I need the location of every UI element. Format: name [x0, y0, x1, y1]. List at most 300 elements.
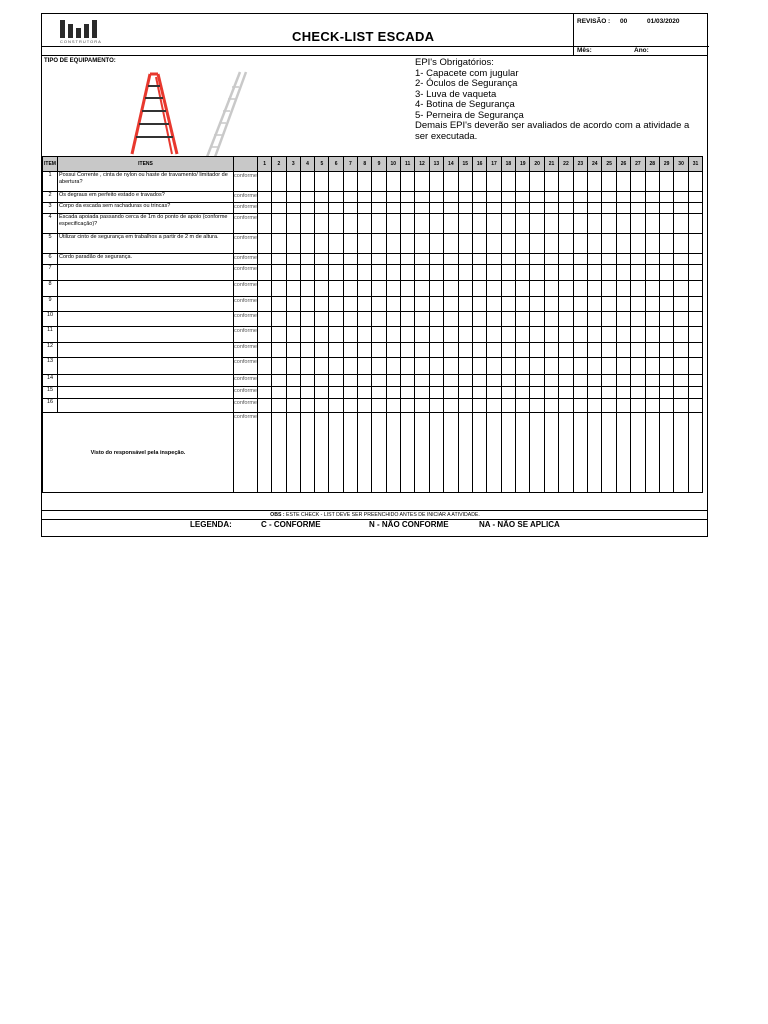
day-check-cell[interactable] [415, 327, 429, 343]
day-check-cell[interactable] [329, 234, 343, 254]
day-check-cell[interactable] [616, 254, 630, 265]
day-check-cell[interactable] [429, 203, 443, 214]
day-check-cell[interactable] [516, 375, 530, 387]
day-check-cell[interactable] [343, 214, 357, 234]
day-check-cell[interactable] [444, 297, 458, 312]
day-check-cell[interactable] [300, 358, 314, 375]
day-check-cell[interactable] [645, 297, 659, 312]
day-check-cell[interactable] [472, 192, 486, 203]
day-check-cell[interactable] [286, 281, 300, 297]
day-check-cell[interactable] [444, 399, 458, 413]
day-signature-cell[interactable] [645, 413, 659, 493]
day-check-cell[interactable] [458, 172, 472, 192]
day-check-cell[interactable] [516, 281, 530, 297]
day-check-cell[interactable] [487, 214, 501, 234]
day-check-cell[interactable] [444, 214, 458, 234]
day-check-cell[interactable] [516, 387, 530, 399]
day-check-cell[interactable] [530, 172, 544, 192]
day-check-cell[interactable] [631, 281, 645, 297]
day-check-cell[interactable] [472, 387, 486, 399]
day-check-cell[interactable] [645, 172, 659, 192]
day-check-cell[interactable] [516, 254, 530, 265]
day-check-cell[interactable] [487, 312, 501, 327]
day-check-cell[interactable] [372, 399, 386, 413]
day-check-cell[interactable] [472, 375, 486, 387]
day-check-cell[interactable] [616, 327, 630, 343]
day-check-cell[interactable] [631, 172, 645, 192]
day-check-cell[interactable] [343, 297, 357, 312]
day-check-cell[interactable] [258, 358, 272, 375]
day-check-cell[interactable] [559, 192, 573, 203]
day-check-cell[interactable] [272, 254, 286, 265]
day-check-cell[interactable] [674, 172, 688, 192]
day-check-cell[interactable] [645, 312, 659, 327]
day-check-cell[interactable] [458, 214, 472, 234]
day-check-cell[interactable] [645, 387, 659, 399]
day-check-cell[interactable] [258, 192, 272, 203]
day-check-cell[interactable] [415, 399, 429, 413]
day-check-cell[interactable] [645, 234, 659, 254]
day-check-cell[interactable] [487, 387, 501, 399]
day-check-cell[interactable] [501, 375, 515, 387]
day-check-cell[interactable] [286, 343, 300, 358]
day-check-cell[interactable] [472, 214, 486, 234]
day-signature-cell[interactable] [258, 413, 272, 493]
day-check-cell[interactable] [588, 399, 602, 413]
day-check-cell[interactable] [258, 343, 272, 358]
day-check-cell[interactable] [660, 343, 674, 358]
day-check-cell[interactable] [415, 375, 429, 387]
day-check-cell[interactable] [358, 387, 372, 399]
day-check-cell[interactable] [688, 387, 702, 399]
day-check-cell[interactable] [429, 399, 443, 413]
day-check-cell[interactable] [602, 327, 616, 343]
day-check-cell[interactable] [272, 172, 286, 192]
day-check-cell[interactable] [645, 281, 659, 297]
day-check-cell[interactable] [559, 254, 573, 265]
day-check-cell[interactable] [258, 203, 272, 214]
day-check-cell[interactable] [501, 265, 515, 281]
day-check-cell[interactable] [400, 358, 414, 375]
day-check-cell[interactable] [544, 343, 558, 358]
day-check-cell[interactable] [588, 214, 602, 234]
day-check-cell[interactable] [660, 203, 674, 214]
day-check-cell[interactable] [372, 327, 386, 343]
day-check-cell[interactable] [286, 327, 300, 343]
day-check-cell[interactable] [559, 327, 573, 343]
day-check-cell[interactable] [329, 343, 343, 358]
day-check-cell[interactable] [501, 399, 515, 413]
day-check-cell[interactable] [487, 375, 501, 387]
day-check-cell[interactable] [530, 387, 544, 399]
day-signature-cell[interactable] [300, 413, 314, 493]
day-check-cell[interactable] [329, 203, 343, 214]
day-check-cell[interactable] [616, 192, 630, 203]
day-check-cell[interactable] [688, 327, 702, 343]
day-check-cell[interactable] [400, 265, 414, 281]
day-check-cell[interactable] [530, 234, 544, 254]
day-check-cell[interactable] [688, 358, 702, 375]
day-check-cell[interactable] [660, 281, 674, 297]
day-check-cell[interactable] [329, 265, 343, 281]
day-check-cell[interactable] [674, 399, 688, 413]
day-check-cell[interactable] [386, 399, 400, 413]
day-check-cell[interactable] [372, 214, 386, 234]
day-check-cell[interactable] [588, 192, 602, 203]
day-check-cell[interactable] [645, 327, 659, 343]
day-check-cell[interactable] [573, 343, 587, 358]
day-check-cell[interactable] [286, 387, 300, 399]
day-check-cell[interactable] [329, 172, 343, 192]
day-check-cell[interactable] [372, 234, 386, 254]
day-check-cell[interactable] [458, 281, 472, 297]
day-check-cell[interactable] [458, 203, 472, 214]
day-check-cell[interactable] [372, 203, 386, 214]
day-check-cell[interactable] [458, 297, 472, 312]
day-check-cell[interactable] [674, 358, 688, 375]
day-check-cell[interactable] [487, 343, 501, 358]
day-check-cell[interactable] [315, 281, 329, 297]
day-check-cell[interactable] [544, 387, 558, 399]
day-check-cell[interactable] [444, 327, 458, 343]
day-check-cell[interactable] [343, 387, 357, 399]
day-check-cell[interactable] [272, 192, 286, 203]
day-check-cell[interactable] [400, 399, 414, 413]
day-check-cell[interactable] [487, 254, 501, 265]
day-check-cell[interactable] [544, 327, 558, 343]
day-check-cell[interactable] [472, 399, 486, 413]
day-check-cell[interactable] [645, 192, 659, 203]
day-check-cell[interactable] [472, 297, 486, 312]
day-check-cell[interactable] [516, 192, 530, 203]
day-check-cell[interactable] [688, 343, 702, 358]
day-check-cell[interactable] [616, 203, 630, 214]
day-check-cell[interactable] [602, 399, 616, 413]
day-check-cell[interactable] [602, 297, 616, 312]
day-check-cell[interactable] [286, 203, 300, 214]
day-check-cell[interactable] [573, 254, 587, 265]
day-check-cell[interactable] [674, 312, 688, 327]
day-signature-cell[interactable] [573, 413, 587, 493]
day-signature-cell[interactable] [400, 413, 414, 493]
day-signature-cell[interactable] [372, 413, 386, 493]
day-check-cell[interactable] [458, 312, 472, 327]
day-signature-cell[interactable] [343, 413, 357, 493]
day-check-cell[interactable] [415, 234, 429, 254]
day-check-cell[interactable] [300, 312, 314, 327]
day-check-cell[interactable] [501, 203, 515, 214]
day-check-cell[interactable] [429, 358, 443, 375]
day-check-cell[interactable] [415, 358, 429, 375]
day-check-cell[interactable] [286, 312, 300, 327]
day-check-cell[interactable] [631, 375, 645, 387]
day-check-cell[interactable] [286, 192, 300, 203]
day-check-cell[interactable] [458, 254, 472, 265]
day-check-cell[interactable] [631, 265, 645, 281]
day-check-cell[interactable] [631, 254, 645, 265]
day-check-cell[interactable] [286, 234, 300, 254]
day-check-cell[interactable] [501, 297, 515, 312]
day-check-cell[interactable] [544, 281, 558, 297]
day-signature-cell[interactable] [315, 413, 329, 493]
day-check-cell[interactable] [544, 254, 558, 265]
day-check-cell[interactable] [559, 387, 573, 399]
day-check-cell[interactable] [588, 281, 602, 297]
day-check-cell[interactable] [645, 399, 659, 413]
day-check-cell[interactable] [472, 281, 486, 297]
day-check-cell[interactable] [501, 312, 515, 327]
day-check-cell[interactable] [429, 375, 443, 387]
day-check-cell[interactable] [272, 358, 286, 375]
day-check-cell[interactable] [358, 343, 372, 358]
day-check-cell[interactable] [573, 358, 587, 375]
day-check-cell[interactable] [358, 203, 372, 214]
day-check-cell[interactable] [688, 265, 702, 281]
day-check-cell[interactable] [415, 281, 429, 297]
day-check-cell[interactable] [343, 203, 357, 214]
day-check-cell[interactable] [272, 281, 286, 297]
day-check-cell[interactable] [315, 214, 329, 234]
day-signature-cell[interactable] [386, 413, 400, 493]
day-check-cell[interactable] [458, 358, 472, 375]
day-check-cell[interactable] [386, 234, 400, 254]
day-check-cell[interactable] [487, 203, 501, 214]
day-check-cell[interactable] [343, 172, 357, 192]
day-check-cell[interactable] [616, 343, 630, 358]
day-check-cell[interactable] [329, 375, 343, 387]
day-check-cell[interactable] [516, 172, 530, 192]
day-check-cell[interactable] [530, 192, 544, 203]
day-check-cell[interactable] [343, 312, 357, 327]
day-check-cell[interactable] [559, 358, 573, 375]
day-signature-cell[interactable] [444, 413, 458, 493]
day-check-cell[interactable] [616, 172, 630, 192]
day-check-cell[interactable] [487, 265, 501, 281]
day-check-cell[interactable] [674, 254, 688, 265]
day-check-cell[interactable] [358, 234, 372, 254]
day-check-cell[interactable] [400, 375, 414, 387]
day-check-cell[interactable] [415, 387, 429, 399]
day-check-cell[interactable] [645, 265, 659, 281]
day-check-cell[interactable] [631, 312, 645, 327]
day-check-cell[interactable] [429, 265, 443, 281]
day-check-cell[interactable] [400, 312, 414, 327]
day-check-cell[interactable] [588, 265, 602, 281]
day-check-cell[interactable] [573, 297, 587, 312]
day-check-cell[interactable] [602, 172, 616, 192]
day-check-cell[interactable] [300, 387, 314, 399]
day-check-cell[interactable] [272, 343, 286, 358]
day-check-cell[interactable] [530, 327, 544, 343]
day-check-cell[interactable] [660, 387, 674, 399]
day-check-cell[interactable] [315, 399, 329, 413]
day-check-cell[interactable] [458, 234, 472, 254]
day-check-cell[interactable] [674, 375, 688, 387]
day-signature-cell[interactable] [530, 413, 544, 493]
day-check-cell[interactable] [588, 234, 602, 254]
day-check-cell[interactable] [530, 203, 544, 214]
day-check-cell[interactable] [286, 265, 300, 281]
day-check-cell[interactable] [688, 214, 702, 234]
day-check-cell[interactable] [602, 192, 616, 203]
day-check-cell[interactable] [444, 234, 458, 254]
day-check-cell[interactable] [386, 327, 400, 343]
day-check-cell[interactable] [286, 297, 300, 312]
day-check-cell[interactable] [300, 265, 314, 281]
day-check-cell[interactable] [631, 327, 645, 343]
day-check-cell[interactable] [386, 358, 400, 375]
day-check-cell[interactable] [660, 265, 674, 281]
day-check-cell[interactable] [530, 297, 544, 312]
day-check-cell[interactable] [386, 343, 400, 358]
day-check-cell[interactable] [272, 327, 286, 343]
day-check-cell[interactable] [286, 375, 300, 387]
day-check-cell[interactable] [616, 234, 630, 254]
day-check-cell[interactable] [573, 203, 587, 214]
day-check-cell[interactable] [559, 399, 573, 413]
day-signature-cell[interactable] [487, 413, 501, 493]
day-check-cell[interactable] [300, 254, 314, 265]
day-check-cell[interactable] [415, 214, 429, 234]
day-check-cell[interactable] [386, 192, 400, 203]
day-check-cell[interactable] [573, 375, 587, 387]
day-check-cell[interactable] [645, 254, 659, 265]
day-check-cell[interactable] [386, 312, 400, 327]
day-check-cell[interactable] [688, 399, 702, 413]
day-check-cell[interactable] [258, 297, 272, 312]
day-check-cell[interactable] [516, 327, 530, 343]
day-check-cell[interactable] [300, 327, 314, 343]
day-check-cell[interactable] [358, 297, 372, 312]
day-check-cell[interactable] [286, 254, 300, 265]
day-check-cell[interactable] [372, 387, 386, 399]
day-check-cell[interactable] [300, 297, 314, 312]
day-check-cell[interactable] [573, 172, 587, 192]
day-check-cell[interactable] [458, 399, 472, 413]
day-check-cell[interactable] [386, 297, 400, 312]
day-check-cell[interactable] [616, 297, 630, 312]
day-check-cell[interactable] [300, 192, 314, 203]
day-check-cell[interactable] [429, 343, 443, 358]
day-check-cell[interactable] [660, 192, 674, 203]
day-check-cell[interactable] [602, 375, 616, 387]
day-check-cell[interactable] [358, 327, 372, 343]
day-check-cell[interactable] [631, 203, 645, 214]
day-check-cell[interactable] [286, 358, 300, 375]
day-check-cell[interactable] [544, 312, 558, 327]
day-check-cell[interactable] [573, 327, 587, 343]
day-check-cell[interactable] [343, 281, 357, 297]
day-check-cell[interactable] [688, 192, 702, 203]
day-check-cell[interactable] [444, 192, 458, 203]
day-check-cell[interactable] [415, 312, 429, 327]
day-check-cell[interactable] [588, 297, 602, 312]
day-check-cell[interactable] [272, 399, 286, 413]
day-check-cell[interactable] [616, 312, 630, 327]
day-check-cell[interactable] [386, 203, 400, 214]
day-check-cell[interactable] [530, 254, 544, 265]
day-check-cell[interactable] [343, 254, 357, 265]
day-check-cell[interactable] [286, 399, 300, 413]
day-check-cell[interactable] [688, 297, 702, 312]
day-check-cell[interactable] [372, 281, 386, 297]
day-check-cell[interactable] [415, 265, 429, 281]
day-check-cell[interactable] [588, 375, 602, 387]
day-signature-cell[interactable] [616, 413, 630, 493]
day-check-cell[interactable] [516, 265, 530, 281]
day-signature-cell[interactable] [602, 413, 616, 493]
day-check-cell[interactable] [329, 281, 343, 297]
day-check-cell[interactable] [588, 203, 602, 214]
day-check-cell[interactable] [501, 281, 515, 297]
day-check-cell[interactable] [343, 375, 357, 387]
day-check-cell[interactable] [386, 375, 400, 387]
day-check-cell[interactable] [588, 312, 602, 327]
day-check-cell[interactable] [559, 172, 573, 192]
day-check-cell[interactable] [516, 214, 530, 234]
day-check-cell[interactable] [315, 327, 329, 343]
day-check-cell[interactable] [674, 203, 688, 214]
day-check-cell[interactable] [458, 387, 472, 399]
day-check-cell[interactable] [358, 254, 372, 265]
day-check-cell[interactable] [602, 254, 616, 265]
day-check-cell[interactable] [372, 375, 386, 387]
day-check-cell[interactable] [559, 203, 573, 214]
day-check-cell[interactable] [258, 214, 272, 234]
day-check-cell[interactable] [573, 214, 587, 234]
day-check-cell[interactable] [501, 234, 515, 254]
day-check-cell[interactable] [358, 192, 372, 203]
day-check-cell[interactable] [501, 358, 515, 375]
day-check-cell[interactable] [631, 343, 645, 358]
day-check-cell[interactable] [501, 343, 515, 358]
day-check-cell[interactable] [415, 172, 429, 192]
day-check-cell[interactable] [315, 203, 329, 214]
day-check-cell[interactable] [516, 343, 530, 358]
day-check-cell[interactable] [472, 312, 486, 327]
day-check-cell[interactable] [329, 254, 343, 265]
day-check-cell[interactable] [472, 234, 486, 254]
day-check-cell[interactable] [343, 265, 357, 281]
day-check-cell[interactable] [272, 312, 286, 327]
day-check-cell[interactable] [400, 343, 414, 358]
day-check-cell[interactable] [429, 172, 443, 192]
day-signature-cell[interactable] [272, 413, 286, 493]
day-check-cell[interactable] [688, 254, 702, 265]
day-signature-cell[interactable] [286, 413, 300, 493]
day-check-cell[interactable] [573, 399, 587, 413]
day-check-cell[interactable] [400, 297, 414, 312]
day-check-cell[interactable] [444, 265, 458, 281]
day-check-cell[interactable] [472, 172, 486, 192]
day-check-cell[interactable] [616, 358, 630, 375]
day-check-cell[interactable] [429, 281, 443, 297]
day-check-cell[interactable] [530, 281, 544, 297]
day-check-cell[interactable] [272, 234, 286, 254]
day-check-cell[interactable] [501, 387, 515, 399]
day-check-cell[interactable] [372, 192, 386, 203]
day-check-cell[interactable] [329, 399, 343, 413]
day-check-cell[interactable] [258, 234, 272, 254]
day-check-cell[interactable] [559, 214, 573, 234]
day-check-cell[interactable] [386, 172, 400, 192]
day-check-cell[interactable] [516, 234, 530, 254]
day-check-cell[interactable] [300, 375, 314, 387]
day-check-cell[interactable] [444, 281, 458, 297]
day-check-cell[interactable] [544, 399, 558, 413]
day-check-cell[interactable] [300, 172, 314, 192]
day-check-cell[interactable] [602, 281, 616, 297]
